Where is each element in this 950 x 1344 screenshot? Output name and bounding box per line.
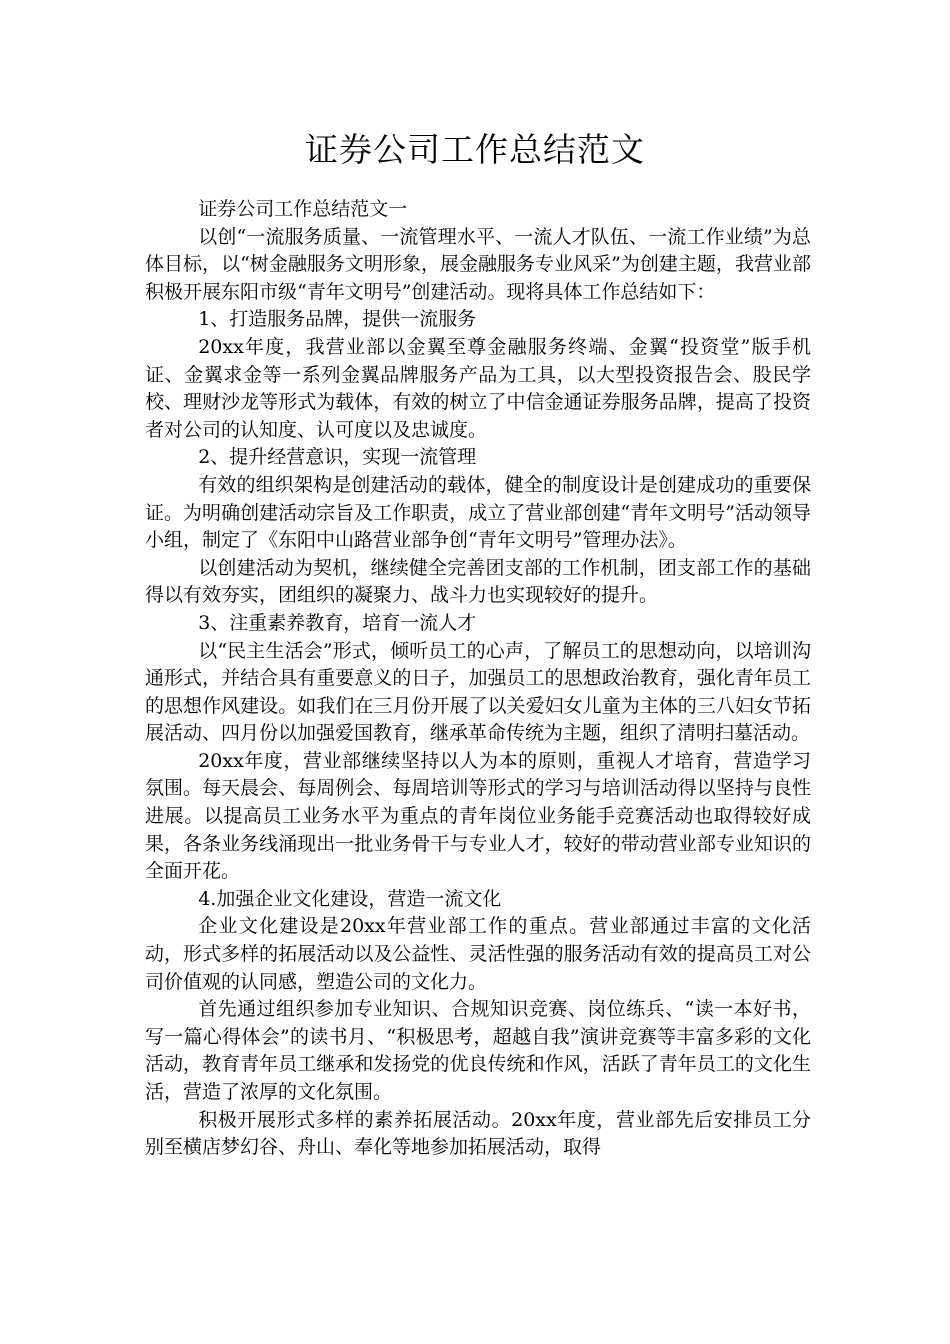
document-title: 证券公司工作总结范文	[305, 130, 645, 169]
paragraph: 企业文化建设是20xx年营业部工作的重点。营业部通过丰富的文化活动，形式多样的拓展活动以及公益性、灵活性强的服务活动有效的提高员工对公司价值观的认同感，塑造公司的文化力。	[145, 915, 811, 993]
paragraph: 20xx年度，我营业部以金翼至尊金融服务终端、金翼“投资堂”版手机证、金翼求金等一系列金翼品牌服务产品为工具，以大型投资报告会、股民学校、理财沙龙等形式为载体，有效的树立了中信金通证券服务品牌，提高了投资者对公司的认知度、认可度以及忠诚度。	[145, 335, 811, 441]
section-heading: 3、注重素养教育，培育一流人才	[198, 611, 477, 634]
section-heading: 2、提升经营意识，实现一流管理	[198, 446, 477, 469]
paragraph: 以创建活动为契机，继续健全完善团支部的工作机制，团支部工作的基础得以有效夯实，团组织的凝聚力、战斗力也实现较好的提升。	[145, 556, 811, 607]
paragraph: 积极开展形式多样的素养拓展活动。20xx年度，营业部先后安排员工分别至横店梦幻谷、舟山、奉化等地参加拓展活动，取得	[145, 1108, 811, 1159]
section-heading: 1、打造服务品牌，提供一流服务	[198, 308, 477, 331]
paragraph: 首先通过组织参加专业知识、合规知识竞赛、岗位练兵、“读一本好书，写一篇心得体会”的读书月、“积极思考，超越自我”演讲竞赛等丰富多彩的文化活动，教育青年员工继承和发扬党的优良传统和作风，活跃了青年员工的文化生活，营造了浓厚的文化氛围。	[145, 998, 811, 1103]
document-body	[145, 196, 811, 1162]
paragraph: 20xx年度，营业部继续坚持以人为本的原则，重视人才培育，营造学习氛围。每天晨会、每周例会、每周培训等形式的学习与培训活动得以坚持与良性进展。以提高员工业务水平为重点的青年岗位业务能手竞赛活动也取得较好成果，各条业务线涌现出一批业务骨干与专业人才，较好的带动营业部专业知识的全面开花。	[145, 749, 811, 883]
paragraph: 以“民主生活会”形式，倾听员工的心声，了解员工的思想动向，以培训沟通形式，并结合具有重要意义的日子，加强员工的思想政治教育，强化青年员工的思想作风建设。如我们在三月份开展了以关爱妇女儿童为主体的三八妇女节拓展活动、四月份以加强爱国教育，继承革命传统为主题，组织了清明扫墓活动。	[145, 639, 811, 745]
paragraph: 以创“一流服务质量、一流管理水平、一流人才队伍、一流工作业绩”为总体目标，以“树金融服务文明形象，展金融服务专业风采”为创建主题，我营业部积极开展东阳市级“青年文明号”创建活动。现将具体工作总结如下：	[145, 225, 811, 303]
section-heading: 4.加强企业文化建设，营造一流文化	[198, 887, 502, 910]
paragraph: 证券公司工作总结范文一	[198, 198, 408, 220]
paragraph: 有效的组织架构是创建活动的载体，健全的制度设计是创建成功的重要保证。为明确创建活动宗旨及工作职责，成立了营业部创建“青年文明号”活动领导小组，制定了《东阳中山路营业部争创“青年文明号”管理办法》。	[145, 473, 811, 552]
